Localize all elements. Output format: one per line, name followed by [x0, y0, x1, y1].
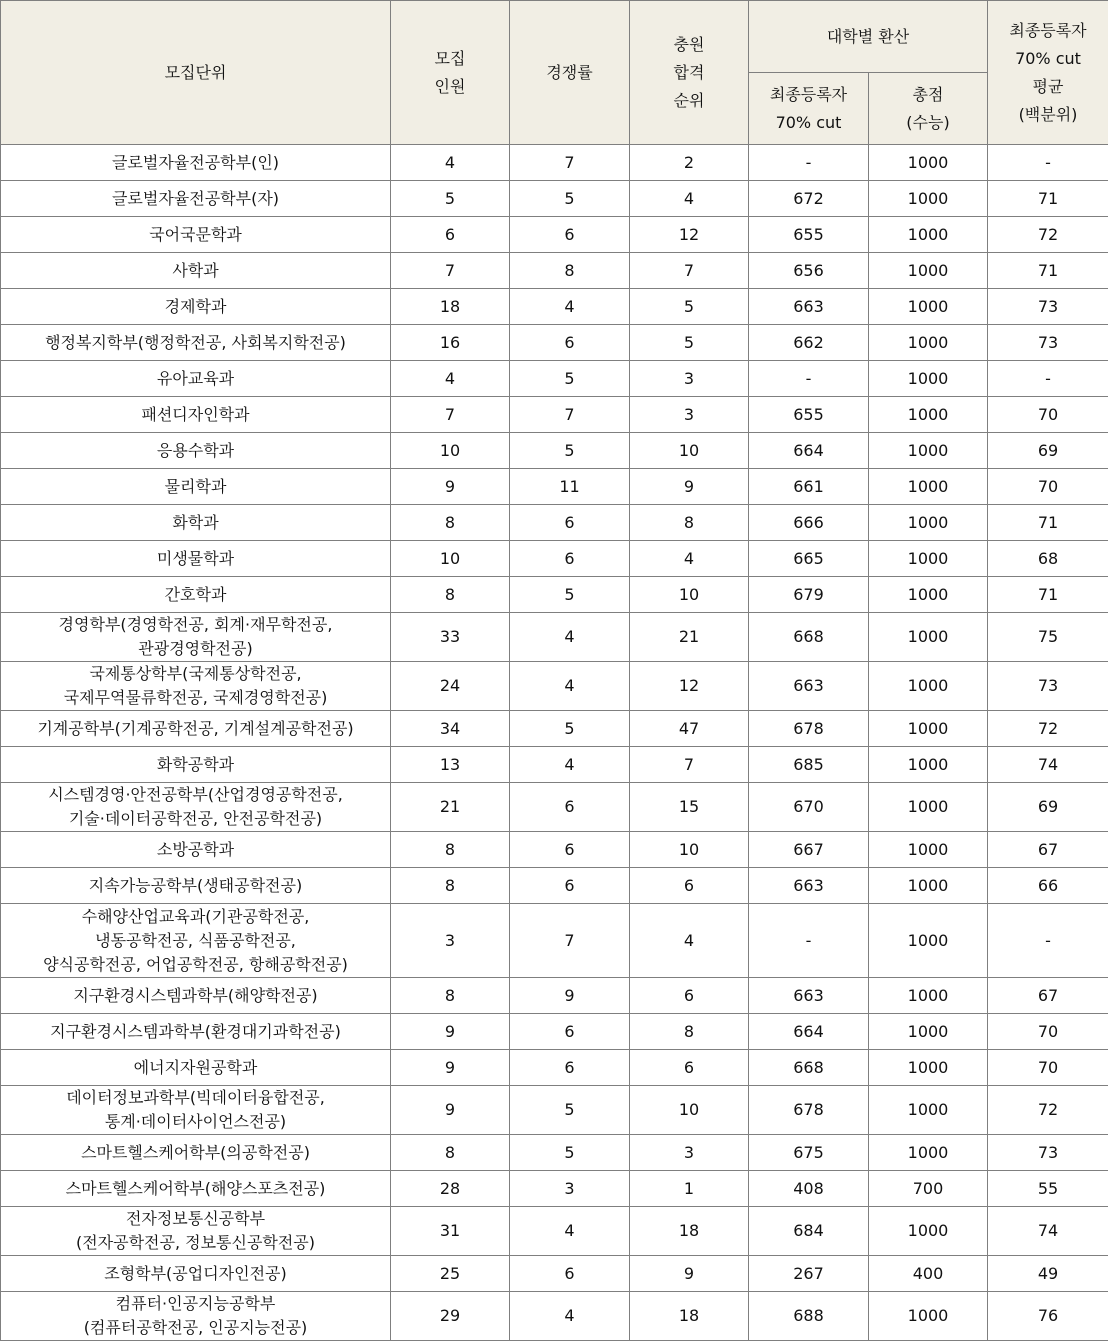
cell-unit-name: 경제학과 [1, 289, 391, 325]
cell-quota: 29 [391, 1292, 510, 1341]
cell-unit-name: 미생물학과 [1, 541, 391, 577]
cell-conversion-total: 1000 [869, 783, 988, 832]
cell-rank: 7 [630, 253, 749, 289]
table-row [1, 783, 1108, 832]
cell-conversion-total: 1000 [869, 325, 988, 361]
cell-final-average: 74 [988, 1207, 1108, 1256]
cell-conversion-cut: 664 [749, 433, 869, 469]
cell-conversion-total: 1000 [869, 1207, 988, 1256]
cell-rank: 6 [630, 868, 749, 904]
cell-conversion-cut: 666 [749, 505, 869, 541]
cell-unit-name: 수해양산업교육과(기관공학전공, 냉동공학전공, 식품공학전공, 양식공학전공, 어업공학전공, 항해공학전공) [1, 904, 391, 978]
header-rank: 충원 합격 순위 [630, 1, 749, 145]
cell-final-average: 76 [988, 1292, 1108, 1341]
cell-unit-name: 글로벌자율전공학부(자) [1, 181, 391, 217]
table-row [1, 253, 1108, 289]
table-row [1, 711, 1108, 747]
cell-rank: 5 [630, 325, 749, 361]
cell-ratio: 11 [510, 469, 630, 505]
cell-ratio: 6 [510, 1256, 630, 1292]
cell-quota: 34 [391, 711, 510, 747]
table-row [1, 469, 1108, 505]
cell-conversion-total: 700 [869, 1171, 988, 1207]
cell-conversion-total: 1000 [869, 361, 988, 397]
cell-rank: 4 [630, 181, 749, 217]
cell-ratio: 5 [510, 577, 630, 613]
cell-rank: 10 [630, 433, 749, 469]
header-unit: 모집단위 [1, 1, 391, 145]
cell-conversion-cut: 668 [749, 613, 869, 662]
cell-quota: 10 [391, 541, 510, 577]
cell-conversion-total: 1000 [869, 613, 988, 662]
cell-final-average: 70 [988, 469, 1108, 505]
cell-ratio: 6 [510, 1050, 630, 1086]
cell-quota: 8 [391, 868, 510, 904]
cell-rank: 7 [630, 747, 749, 783]
cell-ratio: 4 [510, 1207, 630, 1256]
cell-conversion-cut: 668 [749, 1050, 869, 1086]
cell-final-average: 69 [988, 433, 1108, 469]
cell-unit-name: 사학과 [1, 253, 391, 289]
table-row [1, 1014, 1108, 1050]
cell-conversion-total: 1000 [869, 904, 988, 978]
cell-unit-name: 스마트헬스케어학부(의공학전공) [1, 1135, 391, 1171]
cell-quota: 10 [391, 433, 510, 469]
cell-ratio: 5 [510, 1135, 630, 1171]
cell-final-average: 73 [988, 1135, 1108, 1171]
cell-ratio: 6 [510, 541, 630, 577]
cell-unit-name: 데이터정보과학부(빅데이터융합전공, 통계·데이터사이언스전공) [1, 1086, 391, 1135]
cell-conversion-total: 1000 [869, 747, 988, 783]
cell-rank: 8 [630, 505, 749, 541]
cell-unit-name: 화학공학과 [1, 747, 391, 783]
cell-ratio: 6 [510, 1014, 630, 1050]
cell-ratio: 5 [510, 1086, 630, 1135]
table-row [1, 397, 1108, 433]
cell-conversion-cut: 679 [749, 577, 869, 613]
cell-unit-name: 스마트헬스케어학부(해양스포츠전공) [1, 1171, 391, 1207]
cell-conversion-cut: 672 [749, 181, 869, 217]
cell-conversion-total: 1000 [869, 253, 988, 289]
cell-quota: 31 [391, 1207, 510, 1256]
cell-quota: 13 [391, 747, 510, 783]
cell-ratio: 6 [510, 325, 630, 361]
cell-final-average: 74 [988, 747, 1108, 783]
cell-ratio: 6 [510, 217, 630, 253]
cell-ratio: 6 [510, 505, 630, 541]
cell-conversion-cut: 670 [749, 783, 869, 832]
cell-quota: 16 [391, 325, 510, 361]
cell-final-average: 72 [988, 1086, 1108, 1135]
cell-final-average: - [988, 145, 1108, 181]
cell-ratio: 6 [510, 868, 630, 904]
table-row [1, 289, 1108, 325]
cell-ratio: 7 [510, 904, 630, 978]
cell-rank: 3 [630, 361, 749, 397]
cell-conversion-cut: 655 [749, 397, 869, 433]
cell-quota: 21 [391, 783, 510, 832]
cell-quota: 18 [391, 289, 510, 325]
cell-final-average: - [988, 361, 1108, 397]
cell-unit-name: 화학과 [1, 505, 391, 541]
cell-quota: 9 [391, 1086, 510, 1135]
cell-quota: 5 [391, 181, 510, 217]
header-ratio: 경쟁률 [510, 1, 630, 145]
cell-unit-name: 유아교육과 [1, 361, 391, 397]
cell-rank: 9 [630, 1256, 749, 1292]
cell-unit-name: 물리학과 [1, 469, 391, 505]
cell-final-average: 70 [988, 397, 1108, 433]
header-conversion-total: 총점 (수능) [869, 73, 988, 145]
cell-conversion-cut: 665 [749, 541, 869, 577]
cell-ratio: 4 [510, 1292, 630, 1341]
cell-conversion-total: 1000 [869, 1135, 988, 1171]
cell-final-average: 71 [988, 181, 1108, 217]
cell-rank: 47 [630, 711, 749, 747]
cell-quota: 8 [391, 978, 510, 1014]
cell-ratio: 7 [510, 145, 630, 181]
cell-conversion-cut: 685 [749, 747, 869, 783]
cell-conversion-cut: 678 [749, 1086, 869, 1135]
table-row [1, 181, 1108, 217]
cell-conversion-total: 1000 [869, 1086, 988, 1135]
cell-conversion-total: 1000 [869, 1050, 988, 1086]
cell-quota: 4 [391, 145, 510, 181]
table-body [1, 145, 1108, 1341]
table-row [1, 541, 1108, 577]
cell-conversion-total: 1000 [869, 289, 988, 325]
table-row [1, 325, 1108, 361]
table-row [1, 361, 1108, 397]
cell-conversion-cut: 675 [749, 1135, 869, 1171]
cell-ratio: 4 [510, 289, 630, 325]
cell-conversion-total: 1000 [869, 1292, 988, 1341]
cell-final-average: 72 [988, 217, 1108, 253]
table-row [1, 217, 1108, 253]
cell-ratio: 6 [510, 783, 630, 832]
cell-quota: 3 [391, 904, 510, 978]
cell-ratio: 5 [510, 361, 630, 397]
cell-rank: 10 [630, 832, 749, 868]
cell-conversion-total: 1000 [869, 397, 988, 433]
cell-rank: 5 [630, 289, 749, 325]
cell-conversion-total: 1000 [869, 181, 988, 217]
cell-rank: 15 [630, 783, 749, 832]
cell-conversion-cut: 408 [749, 1171, 869, 1207]
cell-rank: 10 [630, 1086, 749, 1135]
cell-rank: 12 [630, 662, 749, 711]
table-row [1, 145, 1108, 181]
cell-conversion-cut: 667 [749, 832, 869, 868]
cell-unit-name: 패션디자인학과 [1, 397, 391, 433]
table-row [1, 978, 1108, 1014]
cell-rank: 21 [630, 613, 749, 662]
cell-conversion-cut: 267 [749, 1256, 869, 1292]
cell-unit-name: 경영학부(경영학전공, 회계·재무학전공, 관광경영학전공) [1, 613, 391, 662]
header-conversion-cut: 최종등록자 70% cut [749, 73, 869, 145]
cell-ratio: 5 [510, 711, 630, 747]
cell-conversion-cut: 688 [749, 1292, 869, 1341]
cell-ratio: 4 [510, 662, 630, 711]
cell-conversion-cut: 664 [749, 1014, 869, 1050]
cell-final-average: 73 [988, 289, 1108, 325]
table-row [1, 1256, 1108, 1292]
cell-quota: 25 [391, 1256, 510, 1292]
cell-conversion-cut: 656 [749, 253, 869, 289]
cell-rank: 18 [630, 1207, 749, 1256]
cell-final-average: - [988, 904, 1108, 978]
cell-ratio: 9 [510, 978, 630, 1014]
cell-conversion-total: 1000 [869, 978, 988, 1014]
cell-rank: 8 [630, 1014, 749, 1050]
cell-conversion-total: 1000 [869, 433, 988, 469]
cell-quota: 24 [391, 662, 510, 711]
header-conversion: 대학별 환산 [749, 1, 988, 73]
table-row [1, 1207, 1108, 1256]
cell-conversion-cut: 662 [749, 325, 869, 361]
table-row [1, 433, 1108, 469]
cell-unit-name: 소방공학과 [1, 832, 391, 868]
cell-unit-name: 지구환경시스템과학부(해양학전공) [1, 978, 391, 1014]
cell-unit-name: 전자정보통신공학부 (전자공학전공, 정보통신공학전공) [1, 1207, 391, 1256]
cell-quota: 8 [391, 832, 510, 868]
cell-conversion-total: 1000 [869, 145, 988, 181]
cell-quota: 8 [391, 1135, 510, 1171]
table-row [1, 904, 1108, 978]
cell-final-average: 69 [988, 783, 1108, 832]
cell-rank: 12 [630, 217, 749, 253]
table-row [1, 662, 1108, 711]
cell-conversion-cut: - [749, 361, 869, 397]
cell-quota: 9 [391, 469, 510, 505]
cell-quota: 6 [391, 217, 510, 253]
cell-unit-name: 간호학과 [1, 577, 391, 613]
cell-ratio: 4 [510, 747, 630, 783]
cell-final-average: 72 [988, 711, 1108, 747]
cell-rank: 10 [630, 577, 749, 613]
cell-final-average: 70 [988, 1014, 1108, 1050]
cell-unit-name: 행정복지학부(행정학전공, 사회복지학전공) [1, 325, 391, 361]
cell-conversion-cut: 663 [749, 662, 869, 711]
cell-unit-name: 지속가능공학부(생태공학전공) [1, 868, 391, 904]
cell-unit-name: 시스템경영·안전공학부(산업경영공학전공, 기술·데이터공학전공, 안전공학전공) [1, 783, 391, 832]
cell-conversion-cut: 663 [749, 289, 869, 325]
cell-unit-name: 국어국문학과 [1, 217, 391, 253]
table-row [1, 1086, 1108, 1135]
cell-unit-name: 지구환경시스템과학부(환경대기과학전공) [1, 1014, 391, 1050]
cell-conversion-total: 1000 [869, 541, 988, 577]
cell-final-average: 55 [988, 1171, 1108, 1207]
cell-final-average: 73 [988, 325, 1108, 361]
header-quota: 모집 인원 [391, 1, 510, 145]
table-row [1, 1171, 1108, 1207]
cell-rank: 2 [630, 145, 749, 181]
cell-final-average: 75 [988, 613, 1108, 662]
table-row [1, 832, 1108, 868]
cell-rank: 6 [630, 1050, 749, 1086]
table-row [1, 1135, 1108, 1171]
cell-final-average: 71 [988, 577, 1108, 613]
cell-conversion-cut: 661 [749, 469, 869, 505]
cell-unit-name: 컴퓨터·인공지능공학부 (컴퓨터공학전공, 인공지능전공) [1, 1292, 391, 1341]
table-row [1, 577, 1108, 613]
cell-ratio: 6 [510, 832, 630, 868]
cell-quota: 7 [391, 397, 510, 433]
cell-conversion-total: 1000 [869, 505, 988, 541]
cell-rank: 4 [630, 904, 749, 978]
table-row [1, 868, 1108, 904]
cell-rank: 3 [630, 1135, 749, 1171]
table-header [1, 1, 1108, 145]
cell-final-average: 67 [988, 978, 1108, 1014]
cell-ratio: 5 [510, 181, 630, 217]
cell-conversion-total: 1000 [869, 662, 988, 711]
cell-final-average: 68 [988, 541, 1108, 577]
cell-ratio: 7 [510, 397, 630, 433]
cell-conversion-total: 1000 [869, 1014, 988, 1050]
cell-quota: 7 [391, 253, 510, 289]
cell-final-average: 49 [988, 1256, 1108, 1292]
cell-rank: 9 [630, 469, 749, 505]
cell-ratio: 5 [510, 433, 630, 469]
table-row [1, 1292, 1108, 1341]
cell-conversion-total: 1000 [869, 868, 988, 904]
cell-quota: 9 [391, 1050, 510, 1086]
cell-unit-name: 조형학부(공업디자인전공) [1, 1256, 391, 1292]
cell-ratio: 4 [510, 613, 630, 662]
cell-final-average: 66 [988, 868, 1108, 904]
cell-conversion-cut: 663 [749, 978, 869, 1014]
cell-conversion-total: 1000 [869, 832, 988, 868]
table-row [1, 613, 1108, 662]
cell-final-average: 73 [988, 662, 1108, 711]
cell-conversion-total: 1000 [869, 711, 988, 747]
cell-conversion-cut: 684 [749, 1207, 869, 1256]
cell-quota: 9 [391, 1014, 510, 1050]
cell-conversion-cut: - [749, 145, 869, 181]
cell-final-average: 71 [988, 505, 1108, 541]
table-row [1, 747, 1108, 783]
header-final-average: 최종등록자 70% cut 평균 (백분위) [988, 1, 1108, 145]
cell-final-average: 67 [988, 832, 1108, 868]
cell-quota: 8 [391, 505, 510, 541]
cell-conversion-cut: 678 [749, 711, 869, 747]
cell-conversion-cut: 655 [749, 217, 869, 253]
cell-final-average: 71 [988, 253, 1108, 289]
cell-conversion-total: 1000 [869, 217, 988, 253]
table-row [1, 505, 1108, 541]
cell-final-average: 70 [988, 1050, 1108, 1086]
cell-unit-name: 국제통상학부(국제통상학전공, 국제무역물류학전공, 국제경영학전공) [1, 662, 391, 711]
cell-unit-name: 에너지자원공학과 [1, 1050, 391, 1086]
cell-quota: 33 [391, 613, 510, 662]
cell-unit-name: 기계공학부(기계공학전공, 기계설계공학전공) [1, 711, 391, 747]
cell-ratio: 3 [510, 1171, 630, 1207]
cell-rank: 18 [630, 1292, 749, 1341]
cell-conversion-cut: - [749, 904, 869, 978]
cell-rank: 6 [630, 978, 749, 1014]
table-row [1, 1050, 1108, 1086]
cell-conversion-cut: 663 [749, 868, 869, 904]
cell-rank: 1 [630, 1171, 749, 1207]
cell-unit-name: 응용수학과 [1, 433, 391, 469]
cell-rank: 3 [630, 397, 749, 433]
cell-conversion-total: 1000 [869, 577, 988, 613]
cell-ratio: 8 [510, 253, 630, 289]
cell-rank: 4 [630, 541, 749, 577]
cell-quota: 8 [391, 577, 510, 613]
cell-quota: 4 [391, 361, 510, 397]
cell-conversion-total: 400 [869, 1256, 988, 1292]
cell-quota: 28 [391, 1171, 510, 1207]
cell-conversion-total: 1000 [869, 469, 988, 505]
cell-unit-name: 글로벌자율전공학부(인) [1, 145, 391, 181]
